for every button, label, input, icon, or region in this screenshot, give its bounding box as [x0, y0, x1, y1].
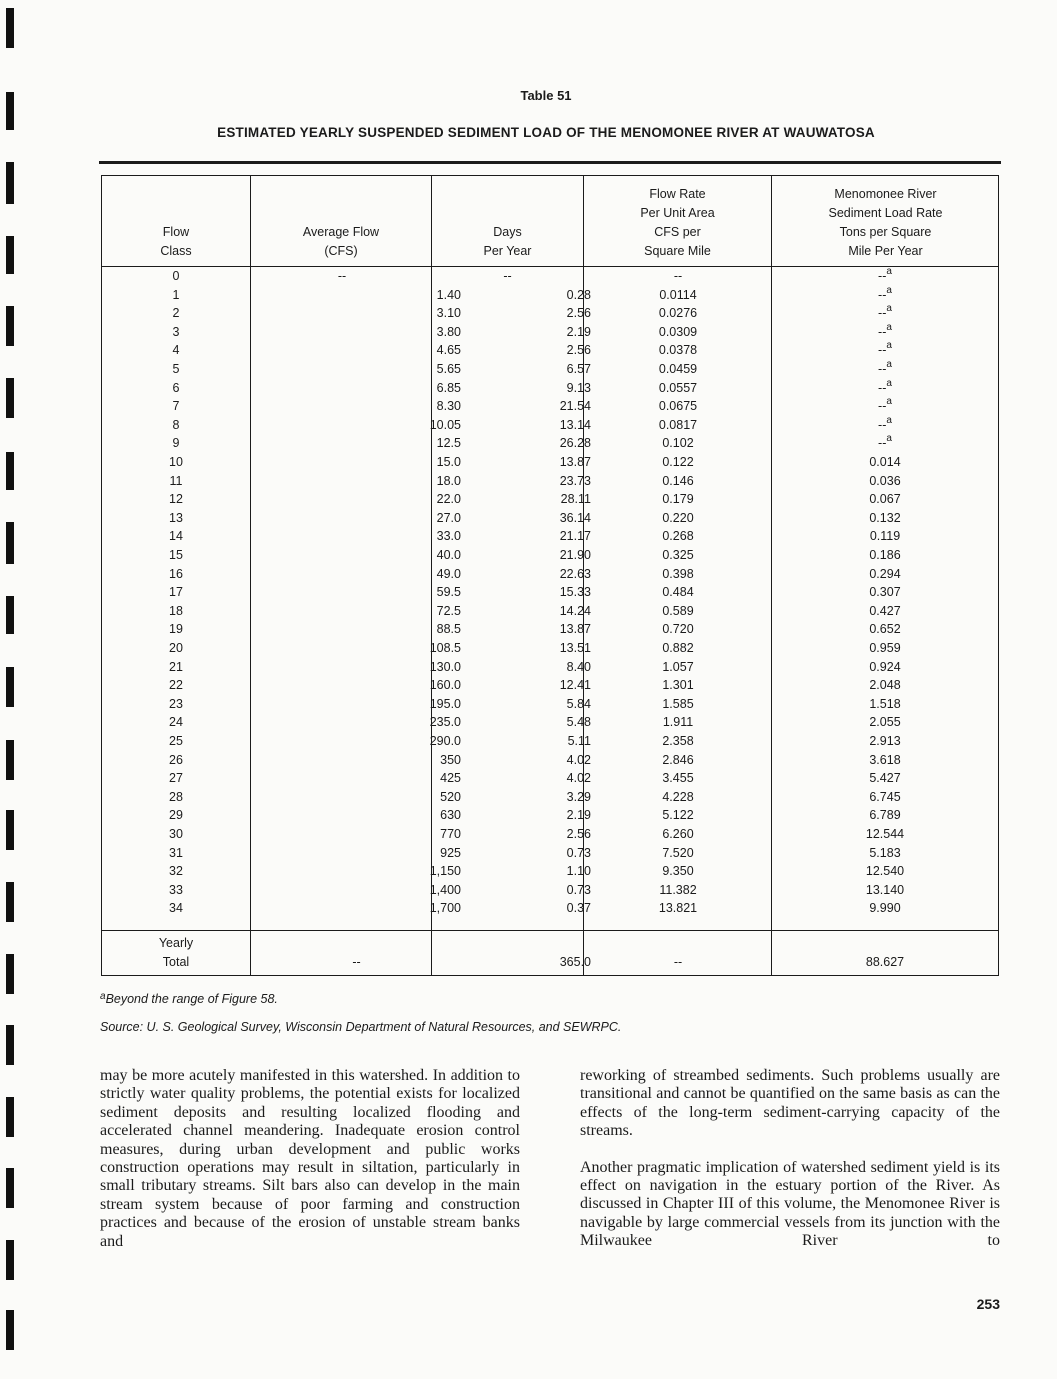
average-flow-cell: 15.0 — [436, 455, 461, 469]
flow-rate-cell: 6.260 — [662, 827, 694, 841]
days-cell: 13.87 — [559, 622, 591, 637]
flow-class-cell: 29 — [169, 808, 183, 823]
days-cell: 0.73 — [566, 882, 591, 897]
flow-class-cell: 3 — [172, 324, 180, 339]
table-row — [102, 713, 998, 732]
table-source: Source: U. S. Geological Survey, Wisconsin Department of Natural Resources, and SEWRPC. — [100, 1020, 622, 1034]
flow-rate-cell: 1.057 — [662, 659, 694, 674]
flow-rate-cell: 0.0557 — [658, 380, 698, 395]
load-rate-cell: --$^a$ — [878, 321, 892, 339]
load-rate-cell: --$^a$ — [878, 414, 892, 432]
load-rate-cell: 2.913 — [869, 734, 901, 748]
load-rate-cell: 0.959 — [869, 641, 901, 655]
table-row — [102, 751, 998, 770]
flow-class-cell: 8 — [172, 417, 180, 432]
average-flow-cell: 160.0 — [429, 678, 461, 693]
table-row — [102, 527, 998, 546]
table-row — [102, 509, 998, 528]
days-cell: 0.73 — [566, 845, 591, 860]
load-rate-cell: 5.427 — [869, 771, 901, 786]
load-rate-cell: --$^a$ — [878, 359, 892, 376]
table-row — [102, 267, 998, 286]
table-number: Table 51 — [520, 88, 572, 103]
body-right-column — [580, 1067, 1000, 1251]
load-rate-cell: 9.990 — [869, 901, 901, 916]
flow-rate-cell: 0.882 — [662, 641, 694, 655]
flow-class-cell: 18 — [169, 603, 183, 618]
average-flow-cell: 350 — [440, 752, 461, 767]
footnote-ref: a — [886, 284, 892, 296]
load-rate-cell: --$^a$ — [878, 266, 892, 283]
table-row — [102, 639, 998, 658]
load-rate-cell: 0.119 — [869, 529, 901, 544]
table-row — [102, 881, 998, 900]
table-row — [102, 434, 998, 453]
table-row — [102, 695, 998, 714]
table-row — [102, 397, 998, 416]
days-cell: -- — [503, 269, 512, 283]
header-sediment-load-rate: Menomonee River Sediment Load Rate Tons per Square Mile Per Year — [828, 187, 943, 258]
scan-mark — [6, 596, 14, 634]
flow-rate-cell: 5.122 — [662, 808, 694, 823]
flow-class-cell: 28 — [169, 789, 183, 804]
total-days: 365.0 — [559, 955, 591, 969]
flow-rate-cell: 0.220 — [662, 510, 694, 525]
average-flow-cell: 5.65 — [436, 362, 461, 376]
average-flow-cell: 3.80 — [436, 324, 461, 339]
table-row — [102, 360, 998, 379]
flow-class-cell: 0 — [172, 269, 180, 283]
flow-class-cell: 11 — [169, 473, 183, 488]
flow-rate-cell: 0.0459 — [658, 362, 698, 376]
scan-mark — [6, 162, 14, 204]
days-cell: 15.33 — [559, 585, 591, 600]
load-rate-cell: --$^a$ — [878, 284, 892, 302]
average-flow-cell: 1,700 — [429, 901, 461, 916]
flow-class-cell: 33 — [169, 882, 183, 897]
table-row — [102, 453, 998, 472]
footnote-marker: a — [100, 991, 106, 1002]
days-cell: 22.63 — [559, 566, 591, 581]
footnote-ref: a — [886, 321, 892, 333]
days-cell: 36.14 — [559, 510, 591, 525]
flow-rate-cell: 7.520 — [662, 845, 694, 860]
flow-rate-cell: 0.484 — [662, 585, 694, 600]
table-row — [102, 899, 998, 918]
flow-class-cell: 25 — [169, 734, 183, 748]
days-cell: 0.28 — [566, 287, 591, 302]
average-flow-cell: 630 — [440, 808, 461, 823]
average-flow-cell: 8.30 — [436, 399, 461, 414]
flow-rate-cell: 0.0276 — [658, 306, 698, 321]
flow-class-cell: 9 — [172, 436, 180, 451]
flow-rate-cell: 0.102 — [662, 436, 694, 451]
flow-rate-cell: 11.382 — [659, 882, 697, 897]
body-paragraph: Another pragmatic implication of watershed sediment yield is its effect on navigation in the estuary portion of the River. As discussed in Chapter III of this volume, the Menomonee River is navigable by large commercial vessels from its junction with the Milwaukee River to — [580, 1158, 1000, 1250]
footnote-text: Beyond the range of Figure 58. — [105, 992, 278, 1006]
average-flow-cell: -- — [337, 269, 347, 283]
average-flow-cell: 27.0 — [436, 510, 461, 525]
average-flow-cell: 88.5 — [436, 622, 461, 637]
load-rate-cell: 3.618 — [869, 752, 901, 767]
load-rate-cell: 0.132 — [869, 510, 901, 525]
header-flow-class: Flow Class — [160, 225, 192, 258]
scan-mark — [6, 954, 14, 994]
average-flow-cell: 72.5 — [436, 603, 461, 618]
load-rate-cell: --$^a$ — [878, 433, 892, 451]
total-divider — [102, 930, 998, 931]
header-flow-rate: Flow Rate Per Unit Area CFS per Square Mile — [640, 187, 715, 258]
load-rate-cell: --$^a$ — [878, 340, 892, 358]
flow-class-cell: 14 — [169, 529, 183, 544]
scan-mark — [6, 810, 14, 850]
flow-class-cell: 19 — [169, 622, 183, 637]
footnote-ref: a — [886, 359, 892, 370]
footnote-ref: a — [886, 340, 892, 352]
days-cell: 21.90 — [559, 548, 591, 562]
load-rate-cell: 6.745 — [869, 789, 901, 804]
days-cell: 2.56 — [566, 827, 591, 841]
average-flow-cell: 520 — [440, 789, 461, 804]
days-cell: 9.13 — [566, 380, 591, 395]
scan-mark — [6, 667, 14, 707]
days-cell: 12.41 — [559, 678, 591, 693]
page-number: 253 — [976, 1296, 1000, 1312]
table-row — [102, 323, 998, 342]
flow-class-cell: 31 — [169, 845, 183, 860]
scan-mark — [6, 740, 14, 780]
average-flow-cell: 49.0 — [436, 566, 461, 581]
table-row — [102, 806, 998, 825]
days-cell: 13.87 — [559, 455, 591, 469]
header-average-flow: Average Flow (CFS) — [302, 225, 380, 258]
table-row — [102, 379, 998, 398]
average-flow-cell: 22.0 — [436, 492, 461, 507]
flow-class-cell: 34 — [169, 901, 183, 916]
load-rate-cell: 0.924 — [869, 659, 901, 674]
flow-rate-cell: 1.301 — [662, 678, 694, 693]
table-row — [102, 658, 998, 677]
flow-class-cell: 23 — [169, 696, 183, 711]
footnote-ref: a — [886, 396, 892, 408]
load-rate-cell: 6.789 — [869, 808, 901, 823]
table-row — [102, 546, 998, 565]
load-rate-cell: 0.307 — [869, 585, 901, 600]
table-row — [102, 286, 998, 305]
average-flow-cell: 4.65 — [436, 343, 461, 358]
scan-mark — [6, 306, 14, 346]
scan-mark — [6, 522, 14, 564]
flow-class-cell: 10 — [169, 455, 183, 469]
average-flow-cell: 40.0 — [436, 548, 461, 562]
days-cell: 0.37 — [566, 901, 591, 916]
flow-class-cell: 15 — [169, 548, 183, 562]
flow-rate-cell: 2.358 — [662, 734, 694, 748]
flow-rate-cell: 0.325 — [662, 548, 694, 562]
table-row — [102, 490, 998, 509]
average-flow-cell: 6.85 — [436, 380, 461, 395]
days-cell: 14.24 — [559, 603, 591, 618]
load-rate-cell: 13.140 — [865, 882, 905, 897]
flow-class-cell: 22 — [169, 678, 183, 693]
load-rate-cell: --$^a$ — [878, 303, 892, 321]
flow-rate-cell: 0.398 — [662, 566, 694, 581]
scan-mark — [6, 378, 14, 418]
days-cell: 26.28 — [559, 436, 591, 451]
table-row — [102, 565, 998, 584]
load-rate-cell: 2.055 — [869, 715, 901, 730]
flow-class-cell: 24 — [169, 715, 183, 730]
average-flow-cell: 33.0 — [436, 529, 461, 544]
load-rate-cell: --$^a$ — [878, 377, 892, 395]
footnote-ref: a — [886, 303, 892, 315]
days-cell: 5.84 — [566, 696, 591, 711]
total-average-flow: -- — [352, 955, 361, 969]
flow-class-cell: 12 — [169, 492, 183, 507]
average-flow-cell: 130.0 — [429, 659, 461, 674]
scan-mark — [6, 882, 14, 922]
flow-rate-cell: 1.585 — [662, 696, 694, 711]
table-row — [102, 602, 998, 621]
flow-class-cell: 1 — [172, 287, 180, 302]
days-cell: 8.40 — [566, 659, 591, 674]
flow-rate-cell: 0.720 — [662, 622, 694, 637]
flow-rate-cell: -- — [673, 269, 683, 283]
days-cell: 2.19 — [566, 808, 591, 823]
flow-rate-cell: 0.0114 — [659, 287, 697, 302]
flow-rate-cell: 0.146 — [662, 473, 694, 488]
table-row — [102, 304, 998, 323]
average-flow-cell: 1,400 — [429, 882, 461, 897]
days-cell: 5.48 — [566, 715, 591, 730]
table-row — [102, 862, 998, 881]
average-flow-cell: 12.5 — [436, 436, 461, 451]
sediment-table — [101, 175, 999, 976]
load-rate-cell: 12.540 — [865, 864, 905, 879]
average-flow-cell: 10.05 — [429, 417, 461, 432]
table-title: ESTIMATED YEARLY SUSPENDED SEDIMENT LOAD OF THE MENOMONEE RIVER AT WAUWATOSA — [217, 125, 875, 140]
days-cell: 6.57 — [566, 362, 591, 376]
scan-mark — [6, 1025, 14, 1065]
average-flow-cell: 425 — [440, 771, 461, 786]
days-cell: 13.51 — [559, 641, 591, 655]
load-rate-cell: 0.294 — [869, 566, 901, 581]
load-rate-cell: 2.048 — [869, 678, 901, 693]
days-cell: 21.54 — [559, 399, 591, 414]
average-flow-cell: 195.0 — [429, 696, 461, 711]
flow-class-cell: 2 — [172, 306, 180, 321]
days-cell: 4.02 — [566, 752, 591, 767]
scan-mark — [6, 1240, 14, 1280]
table-row — [102, 620, 998, 639]
flow-rate-cell: 0.179 — [662, 492, 694, 507]
flow-class-cell: 6 — [172, 380, 180, 395]
flow-class-cell: 21 — [169, 659, 183, 674]
scan-mark — [6, 1097, 14, 1137]
load-rate-cell: 0.014 — [869, 455, 901, 469]
flow-rate-cell: 3.455 — [662, 771, 694, 786]
body-left-column — [100, 1067, 520, 1251]
table-row — [102, 844, 998, 863]
flow-class-cell: 30 — [169, 827, 183, 841]
body-paragraph: may be more acutely manifested in this watershed. In addition to strictly water quality problems, the potential exists for localized sediment deposits and resulting localized flooding and accelerated channel meandering. Inadequate erosion control measures, during urban development and public works construction operations may result in siltation, particularly in small tributary streams. Silt bars also can develop in the main stream system because of poor farming and construction practices and because of the erosion of unstable stream banks and — [100, 1067, 520, 1250]
flow-rate-cell: 0.0675 — [658, 399, 698, 414]
table-row — [102, 788, 998, 807]
load-rate-cell: --$^a$ — [878, 396, 892, 414]
scan-mark — [6, 8, 14, 48]
flow-rate-cell: 0.0817 — [658, 417, 698, 432]
flow-rate-cell: 0.589 — [662, 603, 694, 618]
flow-rate-cell: 0.0378 — [658, 343, 698, 358]
total-label: Yearly Total — [158, 936, 194, 969]
table-footnote — [100, 992, 278, 1006]
footnote-ref: a — [886, 433, 892, 445]
flow-class-cell: 5 — [172, 362, 180, 376]
days-cell: 5.11 — [567, 734, 591, 748]
flow-rate-cell: 0.268 — [662, 529, 694, 544]
flow-rate-cell: 9.350 — [662, 864, 694, 879]
days-cell: 4.02 — [566, 771, 591, 786]
average-flow-cell: 925 — [440, 845, 461, 860]
table-row — [102, 732, 998, 751]
load-rate-cell: 0.186 — [869, 548, 901, 562]
table-row — [102, 825, 998, 844]
table-row — [102, 676, 998, 695]
scan-mark — [6, 1310, 14, 1350]
flow-class-cell: 20 — [169, 641, 183, 655]
flow-class-cell: 7 — [172, 399, 180, 414]
days-cell: 21.17 — [559, 529, 591, 544]
days-cell: 2.56 — [566, 306, 591, 321]
header-days-per-year: Days Per Year — [483, 225, 532, 258]
flow-rate-cell: 0.122 — [662, 455, 694, 469]
total-flow-rate: -- — [673, 955, 683, 969]
flow-class-cell: 16 — [169, 566, 183, 581]
table-row — [102, 416, 998, 435]
table-row — [102, 472, 998, 491]
load-rate-cell: 5.183 — [869, 845, 901, 860]
average-flow-cell: 1.40 — [436, 287, 461, 302]
days-cell: 23.73 — [559, 473, 591, 488]
total-load: 88.627 — [865, 955, 905, 969]
days-cell: 1.10 — [566, 864, 591, 879]
title-rule — [99, 161, 1001, 164]
flow-rate-cell: 4.228 — [662, 789, 694, 804]
load-rate-cell: 0.427 — [869, 603, 901, 618]
table-row — [102, 341, 998, 360]
scan-mark — [6, 236, 14, 274]
flow-class-cell: 27 — [169, 771, 183, 786]
footnote-ref: a — [886, 414, 892, 426]
flow-rate-cell: 2.846 — [662, 752, 694, 767]
footnote-ref: a — [886, 377, 892, 389]
days-cell: 3.29 — [566, 789, 591, 804]
table-row — [102, 583, 998, 602]
load-rate-cell: 0.067 — [869, 492, 901, 507]
flow-class-cell: 32 — [169, 864, 183, 879]
days-cell: 13.14 — [559, 417, 591, 432]
load-rate-cell: 12.544 — [865, 827, 905, 841]
flow-class-cell: 17 — [169, 585, 183, 600]
flow-class-cell: 4 — [172, 343, 180, 358]
days-cell: 28.11 — [560, 492, 591, 507]
average-flow-cell: 1,150 — [429, 864, 461, 879]
average-flow-cell: 290.0 — [429, 734, 461, 748]
load-rate-cell: 0.652 — [869, 622, 901, 637]
average-flow-cell: 59.5 — [436, 585, 461, 600]
flow-class-cell: 13 — [169, 510, 183, 525]
body-paragraph: reworking of streambed sediments. Such problems usually are transitional and cannot be quantified on the same basis as can the effects of the long-term sediment-carrying capacity of the streams. — [580, 1067, 1000, 1140]
average-flow-cell: 3.10 — [436, 306, 461, 321]
scan-mark — [6, 1168, 14, 1208]
average-flow-cell: 18.0 — [436, 473, 461, 488]
days-cell: 2.56 — [566, 343, 591, 358]
average-flow-cell: 235.0 — [429, 715, 461, 730]
flow-rate-cell: 1.911 — [662, 715, 694, 730]
table-row — [102, 769, 998, 788]
flow-class-cell: 26 — [169, 752, 183, 767]
days-cell: 2.19 — [566, 324, 591, 339]
flow-rate-cell: 13.821 — [658, 901, 698, 916]
load-rate-cell: 0.036 — [869, 473, 901, 488]
average-flow-cell: 108.5 — [429, 641, 461, 655]
scan-mark — [6, 452, 14, 490]
flow-rate-cell: 0.0309 — [658, 324, 698, 339]
average-flow-cell: 770 — [440, 827, 461, 841]
footnote-ref: a — [886, 266, 892, 277]
load-rate-cell: 1.518 — [869, 696, 901, 711]
